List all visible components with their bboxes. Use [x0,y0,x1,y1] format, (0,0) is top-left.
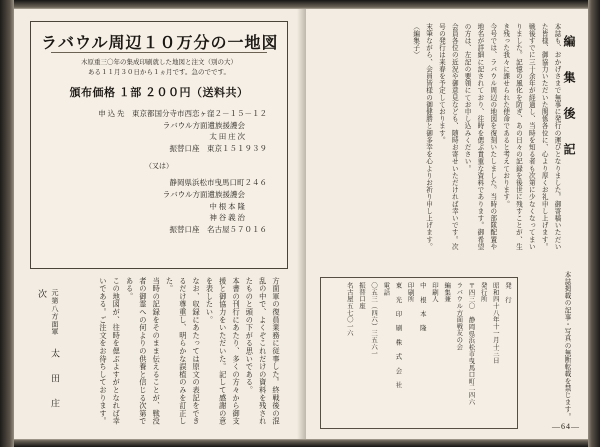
postscript-paragraph: 戦後すでに三十余年が経過し、当時を知る者も次第に少なくなってまいりました。記憶の風化を防ぎ、あの日々の記録を後世に残すことが、生き残った我々に課せられた使命であると考えております。 [501,23,535,251]
postscript-paragraph: 末筆ながら、会員皆様の御健勝と御多幸を心よりお祈り申し上げます。（編集子） [411,23,432,251]
colophon-phone: 〇五三（四六）三五六一 [370,282,378,357]
body-paragraph: 当時の記録をそのまま伝えることが、戦没者の御霊への何よりの供養と信じる次第である。 [125,277,161,426]
body-paragraph: 本書の刊行にあたり、多くの方々から御支援と御協力をいただいた。記して感謝の意を表したい。 [205,277,241,426]
ad-line: ラバウル方面遺族援護会 [162,189,245,199]
colophon-publisher-address: 〒四三〇 静岡県浜松市曳馬口町二四六 [467,282,475,405]
ad-line: ラバウル方面遺族援護会 [162,120,245,130]
ad-line: 太 田 庄 次 [209,132,245,142]
left-page-body-text [32,277,282,427]
book-spread [14,9,588,439]
colophon-printer-name: 東 光 印 刷 株 式 会 社 [394,282,402,389]
ad-note-line-2: ある１１月３０日から１ヵ月です。急のでです。 [88,68,230,76]
right-page [306,9,588,439]
ad-line: 中 根 本 隆 [209,201,245,211]
colophon-publication-date: 昭和四十八年十一月十三日 [491,282,499,364]
ad-note [53,58,265,78]
scan-edge-left [0,0,14,447]
colophon-publisher-label: 発行所 [479,282,487,303]
signature-name: 太 田 庄 次 [37,289,60,411]
ad-line: 振替口座 東京１５１９３９ [169,143,267,153]
colophon-box [320,277,518,429]
postscript-paragraph: 今号では、ラバウル周辺の地図を復刻いたしました。当時の部隊配置や地名が詳細に記されており、往時を偲ぶ貴重な資料であります。御希望の方は、左記の要領にてお申し込みください。 [463,23,496,251]
colophon-publisher-name: ラバウル方面戦友の会 [455,282,463,350]
body-paragraph: この地図が、往時を偲ぶよすがとなれば幸いである。ご注文をお待ちしております。 [98,277,121,426]
editorial-postscript [316,23,562,251]
colophon-publication-date-label: 発 行 [504,282,511,303]
ad-note-line-1: 木原重三〇年の集成印刷就した地図と注文（別の大） [81,59,237,66]
colophon-editor-label-2: 印刷人 [430,282,438,303]
ad-price: 頒布価格 １部 ２００円（送料共） [69,87,249,99]
page-title: 編 集 後 記 [562,35,576,160]
colophon-postal-label: 振替口座 [357,282,365,310]
page-number: —64— [552,422,580,431]
ad-line: （又は） [145,161,173,170]
body-paragraph: 方面軍の復員業務に従事した。終戦後の混乱の中で、よくぞこれだけの資料を残されたものと頭の下がる思いである。 [245,277,280,426]
ad-line: 申 込 先 東京都国分寺市西恋ヶ窪２－１５－１２ [98,109,267,118]
advertisement-box [30,21,288,269]
postscript-paragraph: 本誌も、おかげさまで無事に発行の運びとなりました。御寄稿いただいた皆様、御協力いただいた関係各位に、心より厚くお礼申し上げます。 [540,23,560,251]
colophon-postal: 名古屋五七〇一六 [345,282,353,337]
ad-title: ラバウル周辺１０万分の一地図 [41,35,279,52]
colophon-printer-label: 印刷所 [406,282,414,303]
ad-order-details [45,108,273,258]
colophon-phone-label: 電話 [382,282,390,296]
scan-edge-right [588,0,600,447]
signature-block [36,289,62,429]
scan-edge-bottom [0,439,600,447]
ad-line: 静岡県浜松市曳馬口町２４６ [169,178,267,188]
signature-prefix: 元第八方面軍 [51,289,59,336]
ad-divider-rule [51,52,267,53]
left-page [14,9,304,439]
colophon-editor-label: 編集兼 [443,282,451,303]
right-page-side-note: 本誌掲載の記事・写真の無断転載を禁じます。 [563,271,570,421]
colophon-content [325,282,513,424]
colophon-editor-name: 中 根 本 隆 [418,282,426,332]
ad-line: 神 谷 義 治 [209,213,245,223]
postscript-paragraph: 会員各位の近況や御意見なども、随時お寄せいただければ幸いです。次号の発行は来春を予定しております。 [437,23,458,251]
ad-line: 振替口座 名古屋５７０１６ [169,224,267,234]
scan-edge-top [0,0,600,9]
body-paragraph: なお、収録にあたっては原文の表記をできるだけ尊重し、明らかな誤植のみを訂正した。 [165,277,201,426]
